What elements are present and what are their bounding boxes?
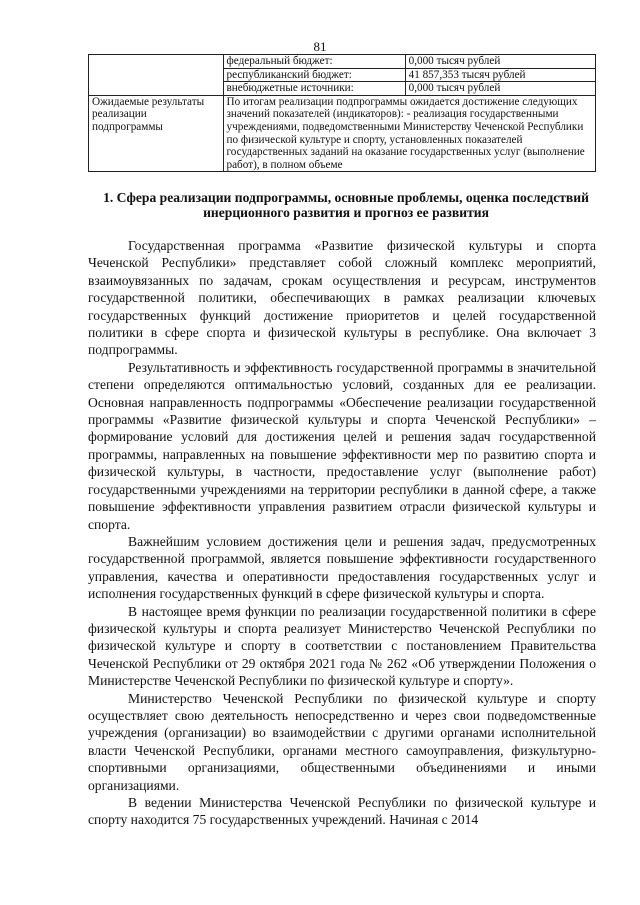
paragraph: Министерство Чеченской Республики по физической культуре и спорту осуществляет свою деятельность непосредственно и через свои подведомственные учреждения (организации) во взаимодействии с другими органами исполнительной власти Чеченской Республики, органами местного самоуправления, физкультурно-спортивными организациями, общественными объединениями и иными организациями. <box>88 690 596 793</box>
funding-label: республиканский бюджет: <box>223 68 405 82</box>
expected-results-label: Ожидаемые результаты реализации подпрограммы <box>89 95 224 172</box>
section-heading: 1. Сфера реализации подпрограммы, основные проблемы, оценка последствий инерционного развития и прогноз ее развития <box>103 190 589 220</box>
paragraph: Результативность и эффективность государственной программы в значительной степени определяются оптимальностью условий, созданных для ее реализации. Основная направленность подпрограммы «Обеспечение реализации государственной программы «Развитие физической культуры и спорта Чеченской Республики» – формирование условий для достижения целей и решения задач государственной программы, направленных на повышение эффективности мер по развитию спорта и физической культуры, в частности, предоставление услуг (выполнение работ) государственными учреждениями на территории республики в данной сфере, а также повышение эффективности управления развитием отрасли физической культуры и спорта. <box>88 359 596 532</box>
funding-label: федеральный бюджет: <box>223 55 405 69</box>
summary-table <box>88 54 596 172</box>
paragraph: Важнейшим условием достижения цели и решения задач, предусмотренных государственной программой, является повышение эффективности государственного управления, качества и оперативности предоставления государственных услуг и исполнения государственных функций в сфере физической культуры и спорта. <box>88 533 596 602</box>
funding-label: внебюджетные источники: <box>223 82 405 96</box>
paragraph: Государственная программа «Развитие физической культуры и спорта Чеченской Республики» представляет собой сложный комплекс мероприятий, взаимоувязанных по задачам, срокам осуществления и ресурсам, инструментов государственной политики, обеспечивающих в рамках реализации ключевых государственных функций достижение приоритетов и целей государственной политики в сфере спорта и физической культуры в республике. Она включает 3 подпрограммы. <box>88 238 596 358</box>
empty-cell <box>89 55 224 96</box>
expected-results-value: По итогам реализации подпрограммы ожидается достижение следующих значений показателей (индикаторов): - реализация государственными учреждениями, подведомственными Министерству Чеченской Республики по физической культуре и спорту, установленных показателей государственных заданий на оказание государственных услуг (выполнение работ), в полном объеме <box>223 95 596 172</box>
paragraph: В настоящее время функции по реализации государственной политики в сфере физической культуры и спорта реализует Министерство Чеченской Республики по физической культуре и спорту в соответствии с постановлением Правительства Чеченской Республики от 29 октября 2021 года № 262 «Об утверждении Положения о Министерстве Чеченской Республики по физической культуре и спорту». <box>88 603 596 689</box>
table-row <box>89 95 596 172</box>
funding-value: 41 857,353 тысяч рублей <box>405 68 595 82</box>
page-number: 81 <box>313 39 327 54</box>
body-text <box>88 237 596 829</box>
funding-value: 0,000 тысяч рублей <box>405 82 595 96</box>
paragraph: В ведении Министерства Чеченской Республики по физической культуре и спорту находится 75 государственных учреждений. Начиная с 2014 <box>88 795 596 828</box>
table-row <box>89 55 596 69</box>
funding-value: 0,000 тысяч рублей <box>405 55 595 69</box>
